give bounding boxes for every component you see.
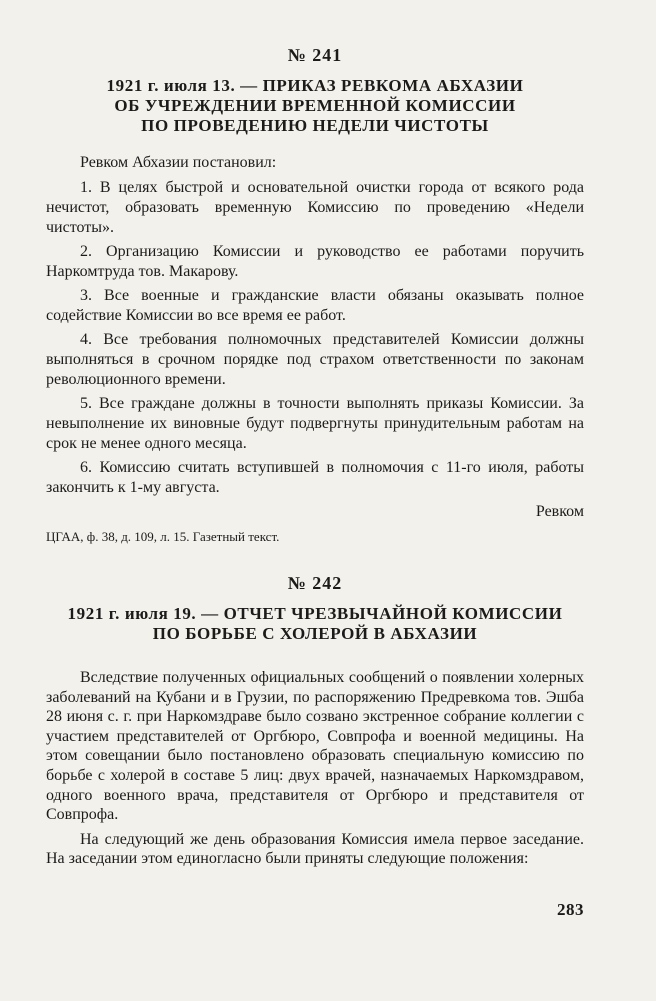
- document-title: [46, 604, 584, 644]
- order-item: 1. В целях быстрой и основательной очистки города от всякого рода нечистот, образовать временную Комиссию по проведению «Недели чистоты».: [46, 179, 584, 236]
- title-line: ОБ УЧРЕЖДЕНИИ ВРЕМЕННОЙ КОМИССИИ: [114, 96, 516, 115]
- order-item: 6. Комиссию считать вступившей в полномочия с 11-го июля, работы закончить к 1-му августа.: [46, 459, 584, 496]
- document-242: [46, 572, 584, 869]
- signature: Ревком: [535, 503, 584, 520]
- document-241: [46, 44, 584, 546]
- document-number: № 242: [287, 573, 343, 593]
- page-number: 283: [557, 900, 584, 919]
- order-item: 5. Все граждане должны в точности выполнять приказы Комиссии. За невыполнение их виновные будут подвергнуты принудительным работам на срок не менее одного месяца.: [46, 395, 584, 452]
- title-line: ПО БОРЬБЕ С ХОЛЕРОЙ В АБХАЗИИ: [152, 624, 478, 643]
- title-line: ПО ПРОВЕДЕНИЮ НЕДЕЛИ ЧИСТОТЫ: [141, 116, 489, 135]
- report-paragraph: Вследствие полученных официальных сообщений о появлении холерных заболеваний на Кубани и в Грузии, по распоряжению Предревкома тов. Эшба 28 июня с. г. при Наркомздраве было созвано экстренное собрание коллегии с участием представителей от Оргбюро, Совпрофа и военной медицины. На этом совещании было постановлено образовать специальную комиссию по борьбе с холерой в составе 5 лиц: двух врачей, назначаемых Наркомздравом, одного военного врача, представителя от Оргбюро и представителя от Совпрофа.: [46, 669, 584, 824]
- document-number: № 241: [287, 45, 343, 65]
- order-item: 2. Организацию Комиссии и руководство ее работами поручить Наркомтруда тов. Макарову.: [46, 243, 584, 280]
- order-item: 4. Все требования полномочных представителей Комиссии должны выполняться в срочном порядке под страхом ответственности по законам революционного времени.: [46, 331, 584, 388]
- order-item: 3. Все военные и гражданские власти обязаны оказывать полное содействие Комиссии во все время ее работ.: [46, 287, 584, 324]
- report-paragraph: На следующий же день образования Комиссия имела первое заседание. На заседании этом единогласно были приняты следующие положения:: [46, 830, 584, 868]
- archive-source: ЦГАА, ф. 38, д. 109, л. 15. Газетный текст.: [46, 529, 280, 544]
- order-intro: Ревком Абхазии постановил:: [80, 154, 277, 171]
- document-title: [46, 76, 584, 136]
- title-line: 1921 г. июля 13. — ПРИКАЗ РЕВКОМА АБХАЗИИ: [106, 76, 524, 95]
- title-line: 1921 г. июля 19. — ОТЧЕТ ЧРЕЗВЫЧАЙНОЙ КОМИССИИ: [67, 604, 563, 623]
